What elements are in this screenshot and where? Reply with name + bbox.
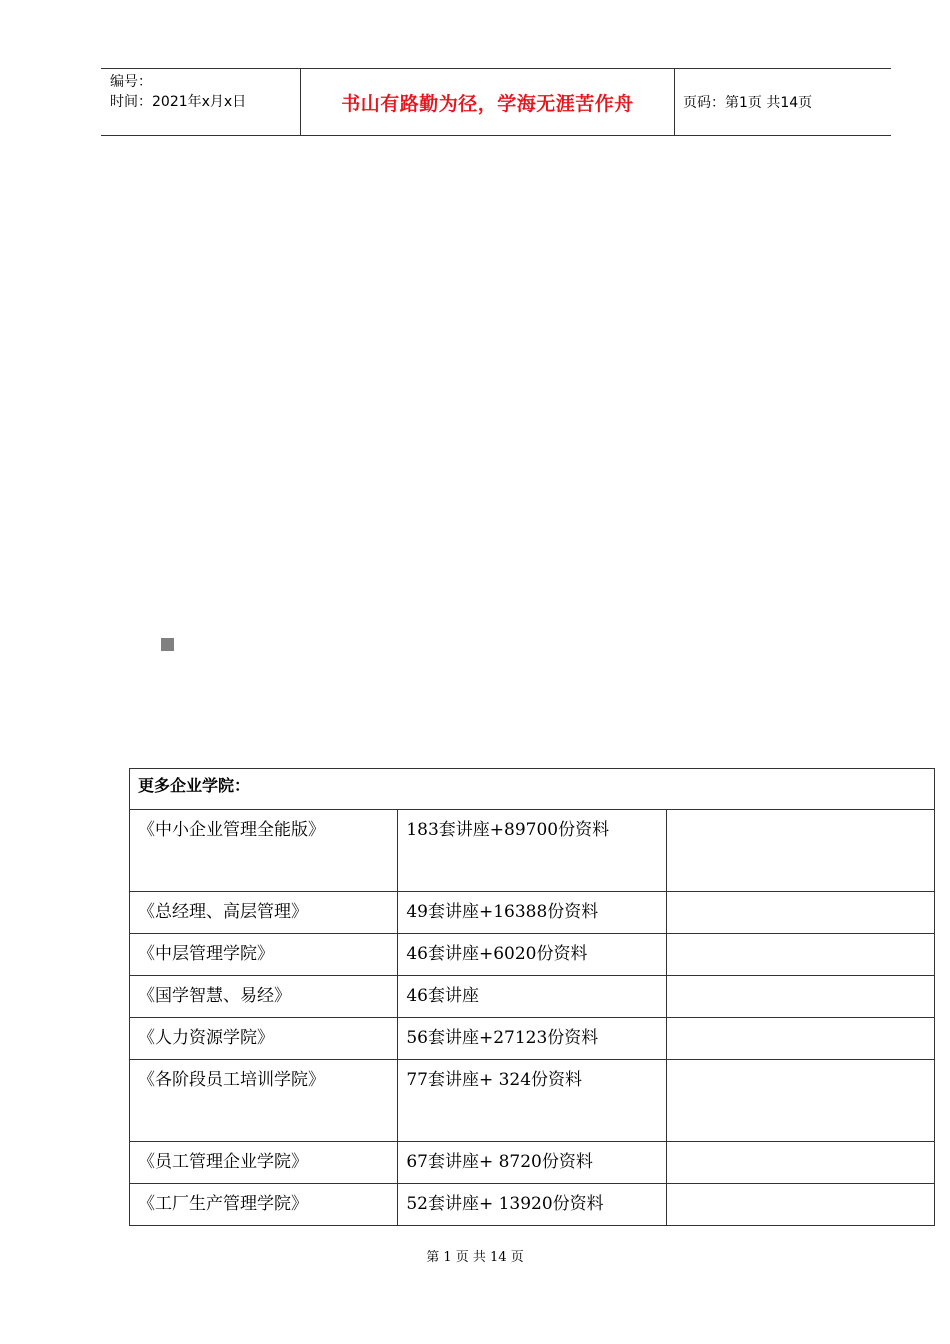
- row-name: 《员工管理企业学院》: [130, 1142, 398, 1184]
- table-row: [130, 976, 935, 1018]
- header-time: 时间：2021年x月x日: [110, 94, 247, 110]
- row-extra: [666, 1184, 934, 1226]
- row-extra: [666, 810, 934, 892]
- row-name: 《各阶段员工培训学院》: [130, 1060, 398, 1142]
- header-motto: 书山有路勤为径，学海无涯苦作舟: [301, 69, 675, 135]
- header-page-info: 页码：第1页 共14页: [683, 95, 813, 111]
- table-title: 更多企业学院：: [130, 769, 935, 810]
- row-content: 52套讲座+ 13920份资料: [398, 1184, 666, 1226]
- table-row: [130, 810, 935, 892]
- page-footer: 第 1 页 共 14 页: [426, 1250, 524, 1265]
- table-row: [130, 1018, 935, 1060]
- row-extra: [666, 1018, 934, 1060]
- table-row: [130, 1142, 935, 1184]
- table-row: [130, 934, 935, 976]
- row-extra: [666, 892, 934, 934]
- row-name: 《人力资源学院》: [130, 1018, 398, 1060]
- row-content: 77套讲座+ 324份资料: [398, 1060, 666, 1142]
- table-row: [130, 1060, 935, 1142]
- header-meta: [101, 69, 301, 135]
- row-extra: [666, 934, 934, 976]
- row-name: 《中层管理学院》: [130, 934, 398, 976]
- row-content: 46套讲座: [398, 976, 666, 1018]
- row-extra: [666, 976, 934, 1018]
- square-bullet-icon: [161, 638, 174, 651]
- header-number: 编号：: [110, 74, 152, 90]
- page-header: [101, 68, 891, 136]
- row-content: 56套讲座+27123份资料: [398, 1018, 666, 1060]
- row-name: 《工厂生产管理学院》: [130, 1184, 398, 1226]
- row-content: 67套讲座+ 8720份资料: [398, 1142, 666, 1184]
- row-extra: [666, 1060, 934, 1142]
- table-row: [130, 1184, 935, 1226]
- row-extra: [666, 1142, 934, 1184]
- row-name: 《中小企业管理全能版》: [130, 810, 398, 892]
- row-content: 49套讲座+16388份资料: [398, 892, 666, 934]
- row-content: 46套讲座+6020份资料: [398, 934, 666, 976]
- row-name: 《国学智慧、易经》: [130, 976, 398, 1018]
- row-content: 183套讲座+89700份资料: [398, 810, 666, 892]
- row-name: 《总经理、高层管理》: [130, 892, 398, 934]
- academy-table: [129, 768, 935, 1226]
- table-row: [130, 892, 935, 934]
